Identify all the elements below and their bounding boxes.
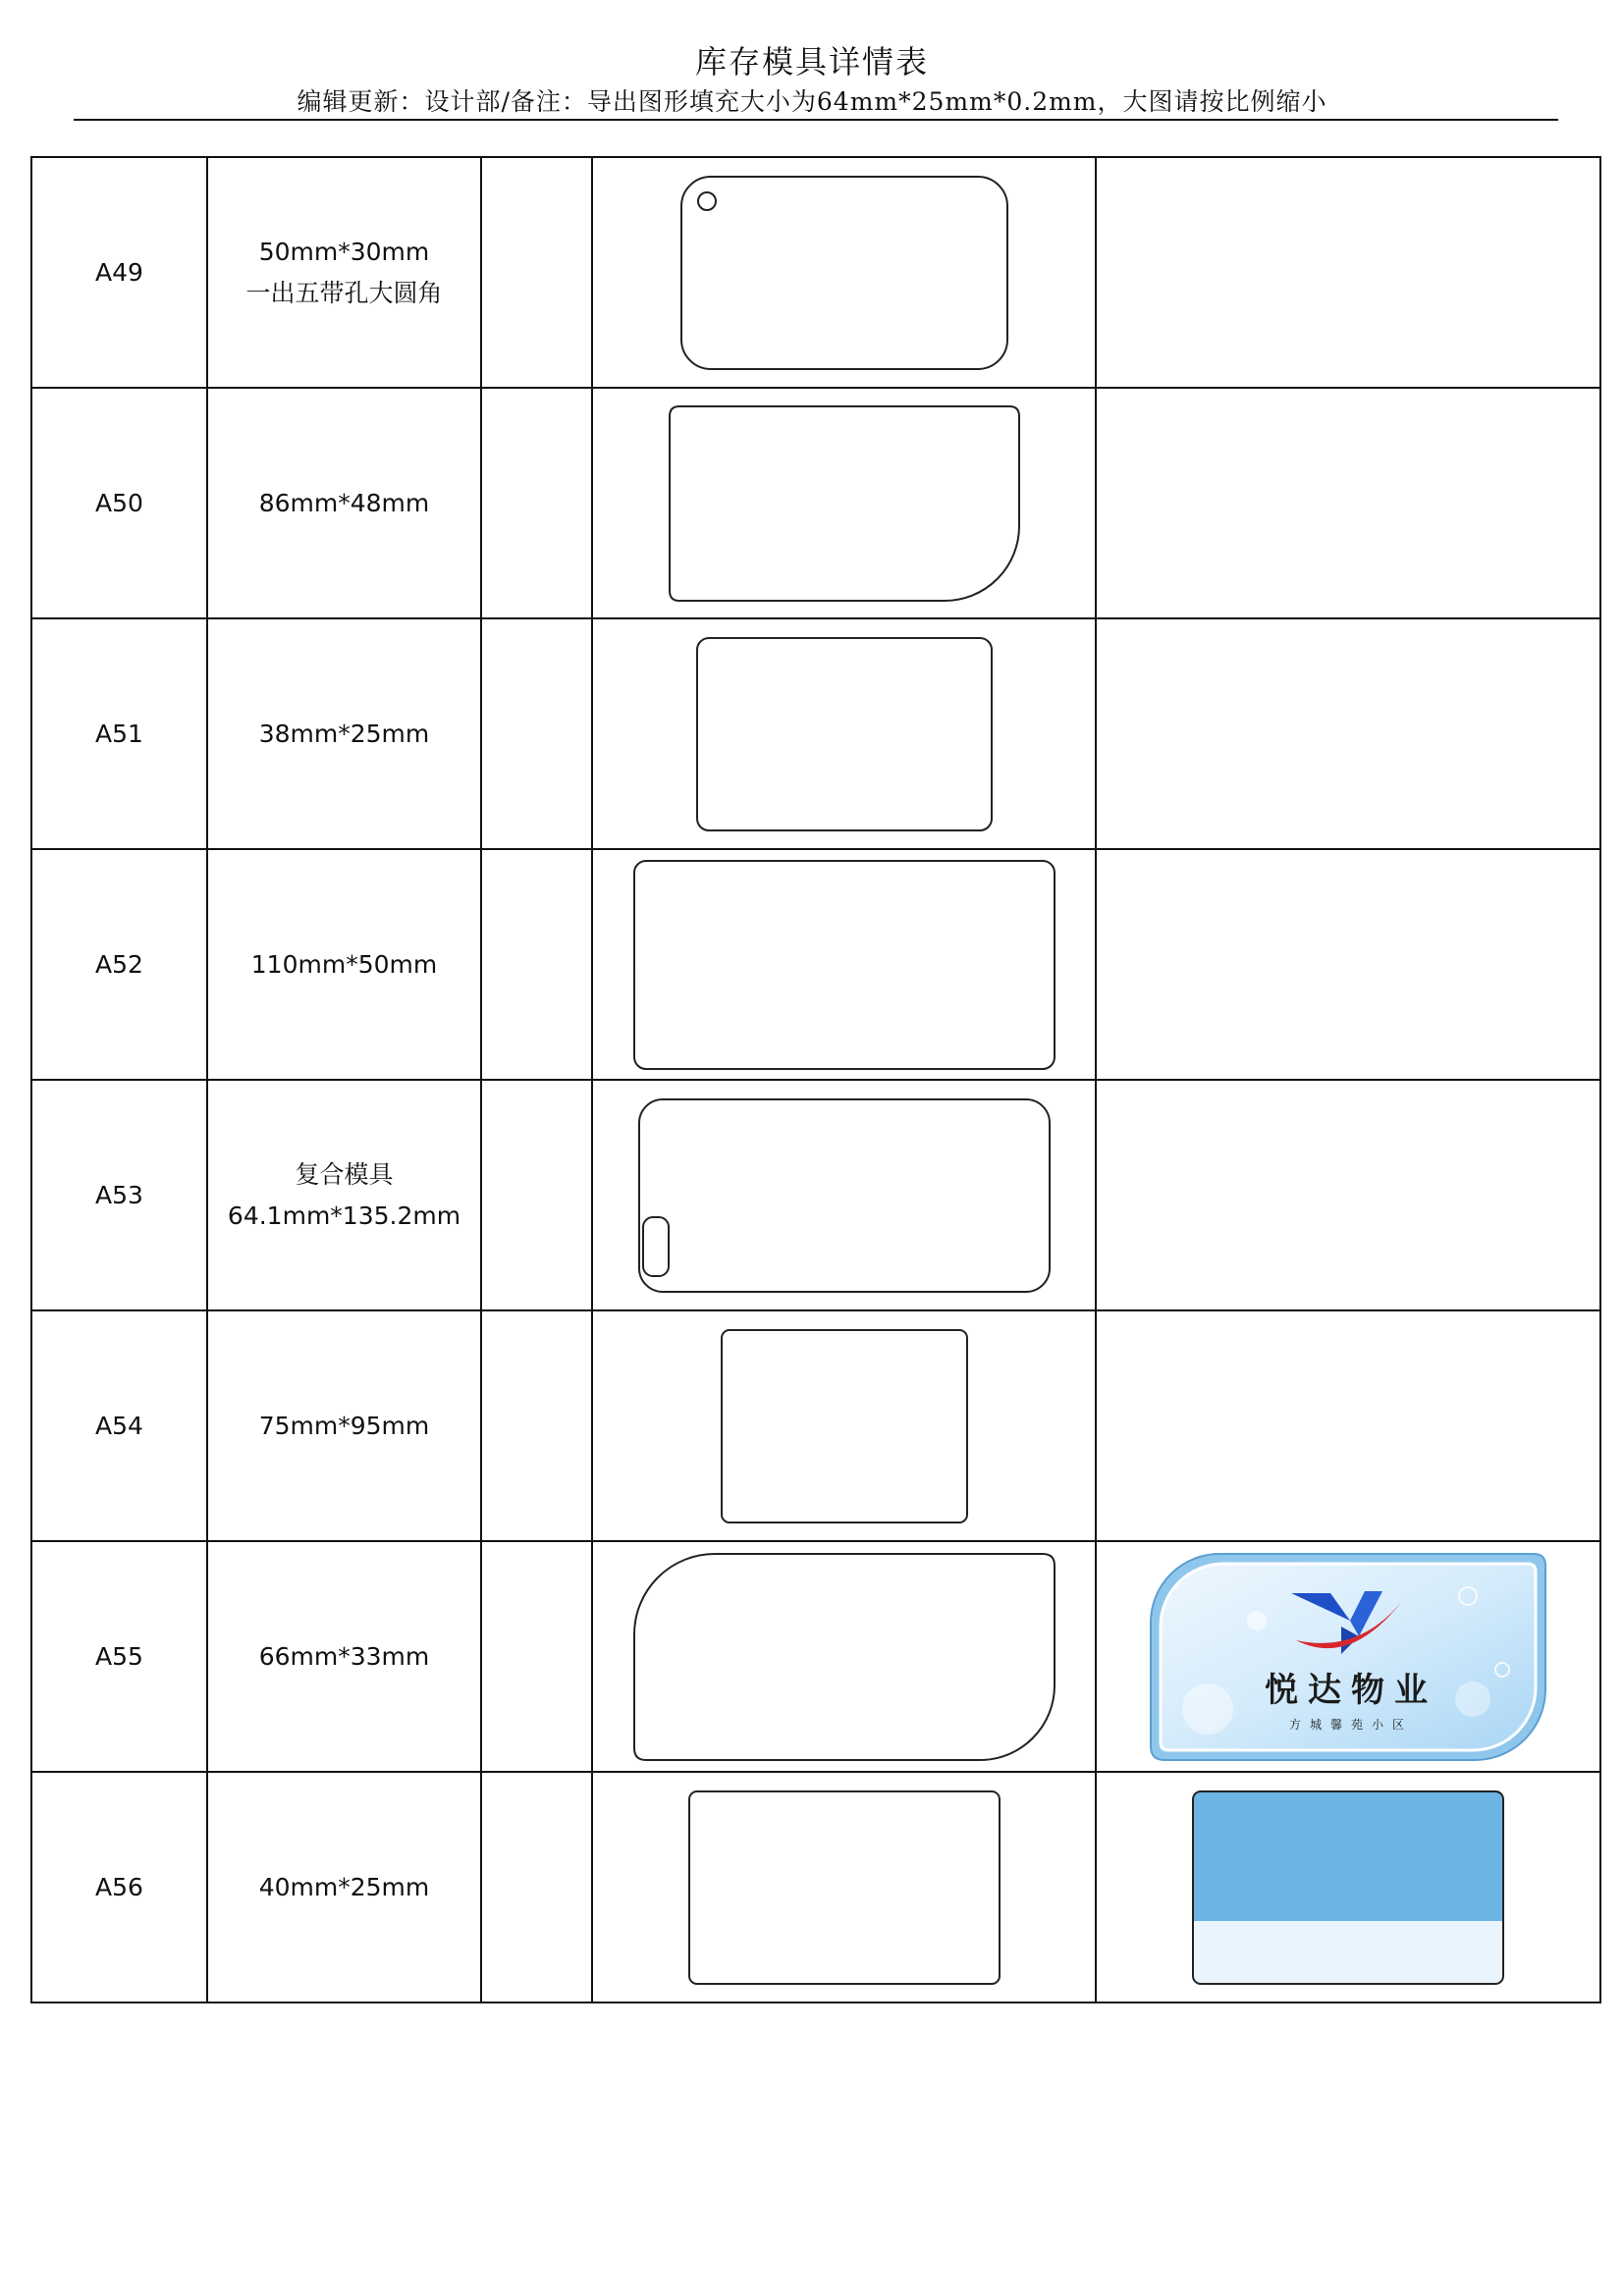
page-title: 库存模具详情表 [694,43,929,80]
brand-name: 悦达物业 [1265,1670,1437,1710]
table-row [31,388,1600,618]
shape-cell [592,388,1096,618]
sample-cell [1096,1541,1600,1772]
mold-spec [207,1310,481,1541]
spec-line: 75mm*95mm [258,1411,430,1440]
sample-cell [1096,388,1600,618]
mold-id: A56 [31,1772,207,2002]
spec-line: 64.1mm*135.2mm [227,1201,461,1230]
mold-id: A53 [31,1080,207,1310]
blank-cell [481,1310,592,1541]
blank-cell [481,157,592,388]
spec-line: 50mm*30mm [258,237,430,266]
table-row [31,1080,1600,1310]
sample-cell [1096,849,1600,1080]
mold-spec [207,388,481,618]
table-row [31,1772,1600,2002]
spec-line: 66mm*33mm [258,1641,430,1671]
sample-cell [1096,157,1600,388]
shape-cell [592,1310,1096,1541]
sample-cell [1096,1310,1600,1541]
mold-id: A54 [31,1310,207,1541]
mold-outline-rounded-rect [687,1789,1001,1986]
mold-outline-corner-br [668,404,1021,603]
mold-spec [207,1541,481,1772]
brand-tagline: 方城馨苑小区 [1288,1717,1414,1732]
table-row [31,618,1600,849]
mold-outline-rounded-slot [637,1097,1052,1294]
header-divider [74,119,1558,121]
mold-id: A52 [31,849,207,1080]
mold-outline-rounded-hole [679,175,1009,371]
mold-spec [207,1080,481,1310]
spec-line: 一出五带孔大圆角 [245,278,443,307]
spec-line: 86mm*48mm [258,488,430,517]
shape-cell [592,1080,1096,1310]
table-row [31,849,1600,1080]
spec-line: 复合模具 [295,1159,394,1189]
table-row [31,1310,1600,1541]
spec-line: 110mm*50mm [250,949,438,979]
mold-spec [207,849,481,1080]
blank-cell [481,388,592,618]
spec-line: 38mm*25mm [258,719,430,748]
blank-cell [481,1541,592,1772]
shape-cell [592,1772,1096,2002]
shape-cell [592,618,1096,849]
page-subtitle: 编辑更新：设计部/备注：导出图形填充大小为64mm*25mm*0.2mm，大图请按比例缩小 [297,87,1327,116]
mold-table [30,156,1601,2003]
mold-id: A49 [31,157,207,388]
table-row [31,1541,1600,1772]
spec-line: 40mm*25mm [258,1872,430,1901]
blank-cell [481,618,592,849]
shape-cell [592,157,1096,388]
shape-cell [592,1541,1096,1772]
mold-spec [207,618,481,849]
mold-outline-rounded-rect [632,859,1056,1071]
mold-id: A51 [31,618,207,849]
sample-cell [1096,618,1600,849]
mold-spec [207,1772,481,2002]
mold-id: A55 [31,1541,207,1772]
mold-outline-corners-tl-br [632,1552,1056,1762]
blank-cell [481,849,592,1080]
table-row [31,157,1600,388]
mold-outline-rounded-rect [695,636,994,832]
blank-cell [481,1080,592,1310]
sample-cell [1096,1080,1600,1310]
mold-outline-rounded-rect [720,1328,969,1524]
mold-spec [207,157,481,388]
sample-cell [1096,1772,1600,2002]
mold-id: A50 [31,388,207,618]
shape-cell [592,849,1096,1080]
card-sample-preview [1191,1789,1505,1986]
card-sample-preview [1149,1552,1547,1762]
blank-cell [481,1772,592,2002]
